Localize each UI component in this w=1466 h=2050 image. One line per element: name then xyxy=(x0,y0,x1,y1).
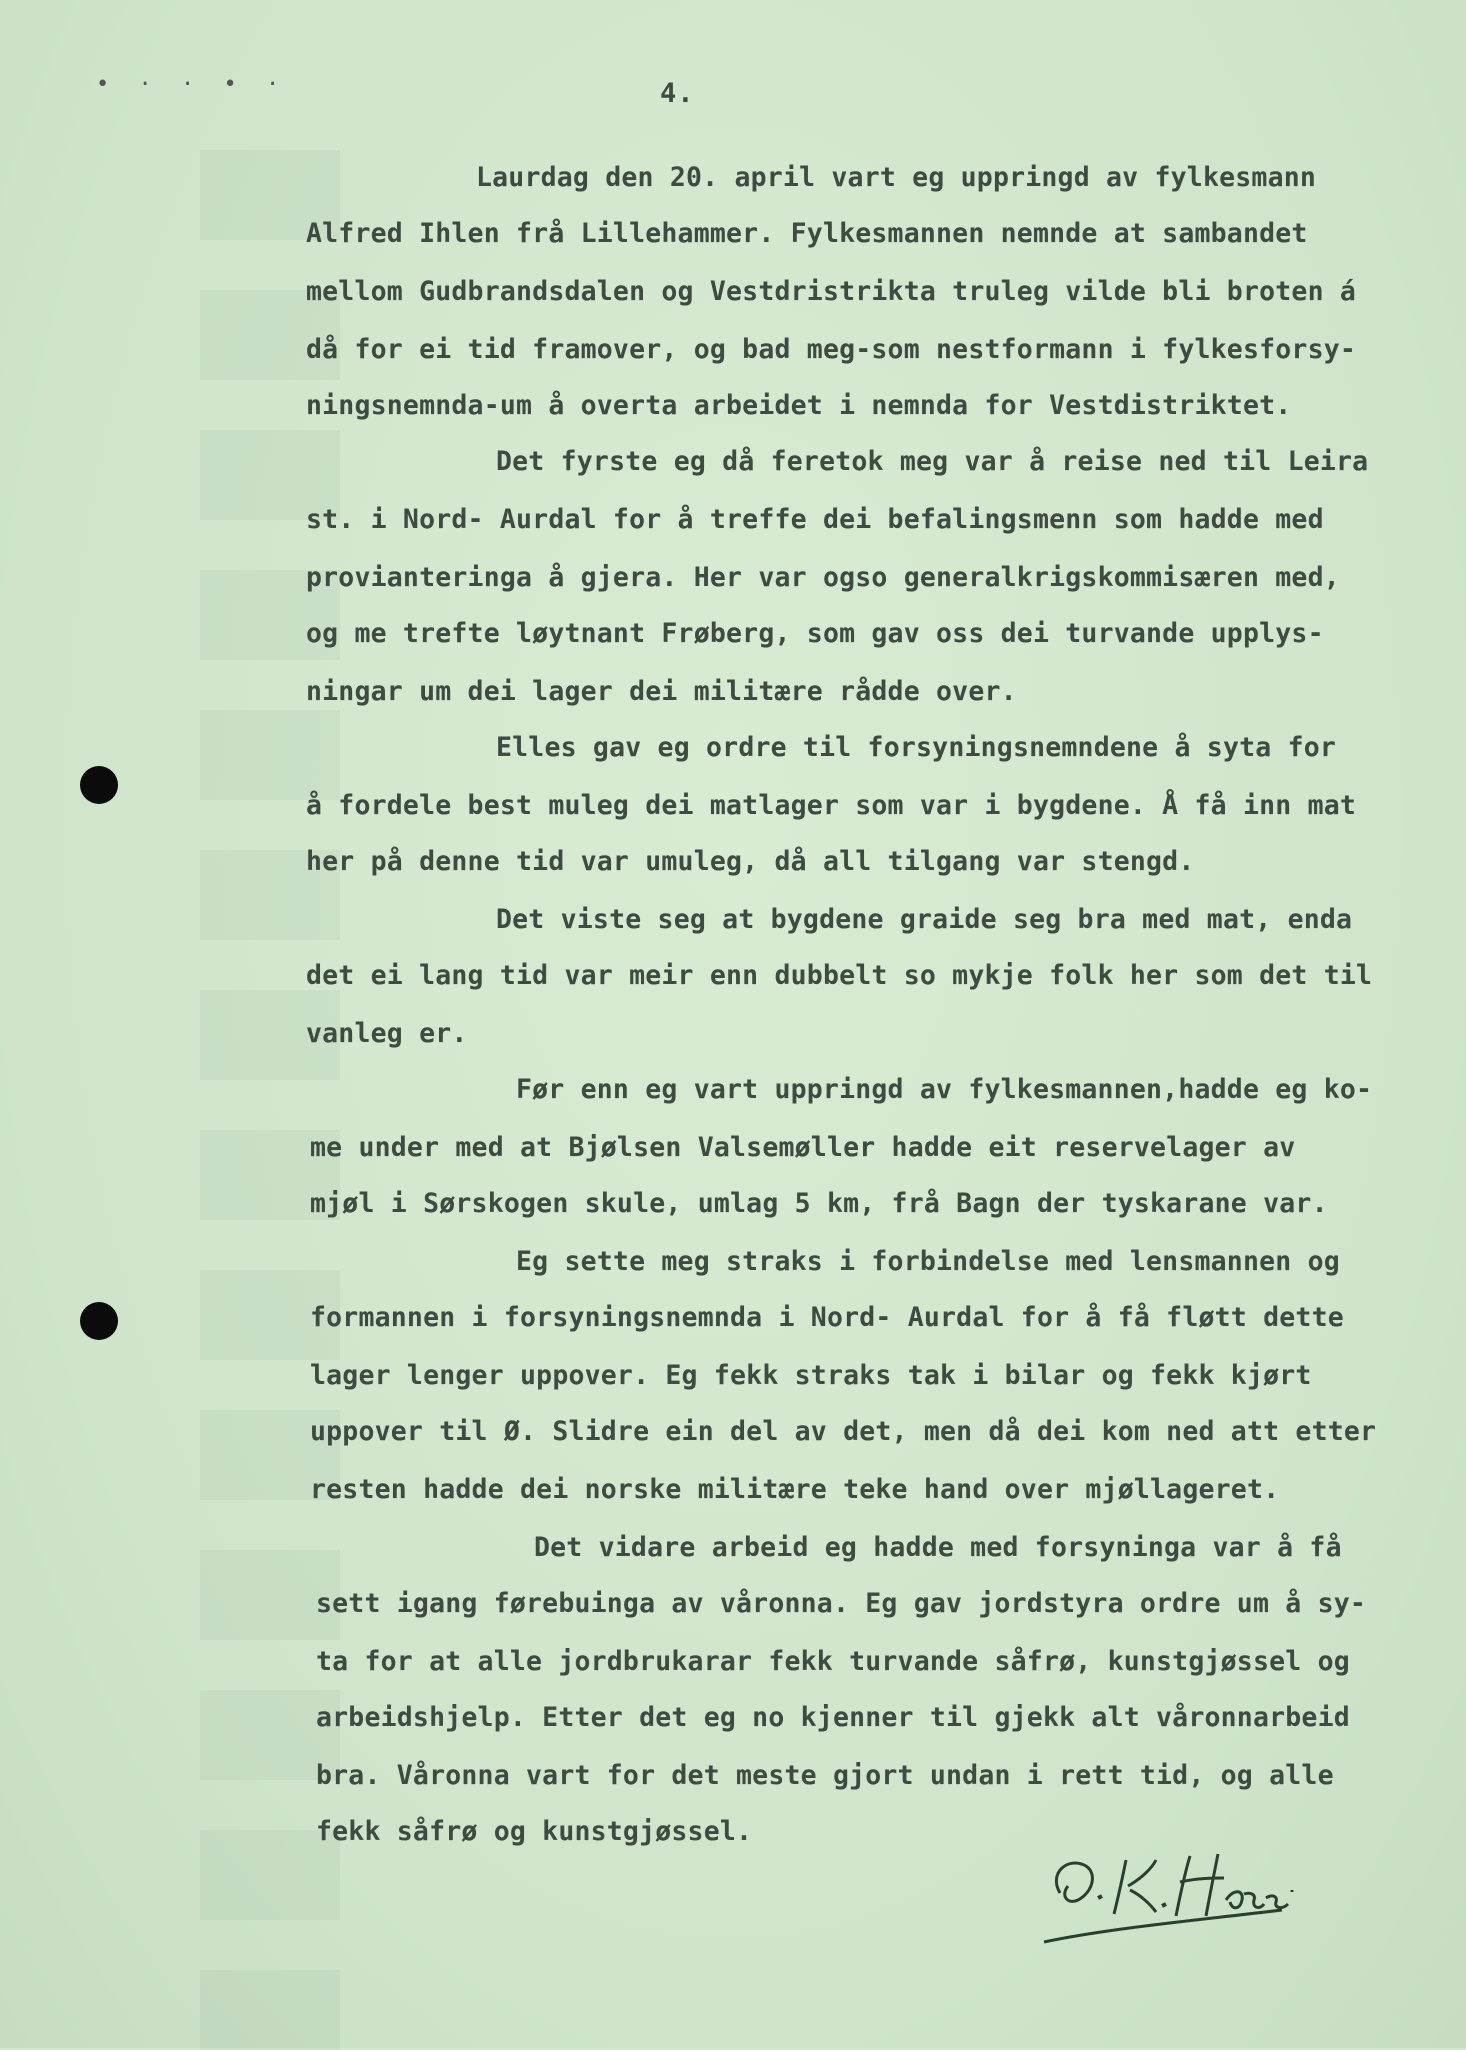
text-line: Alfred Ihlen frå Lillehammer. Fylkesmannen nemnde at sambandet xyxy=(306,218,1308,249)
text-line: provianteringa å gjera. Her var ogso generalkrigskommisæren med, xyxy=(306,562,1340,593)
text-line: lager lenger uppover. Eg fekk straks tak i bilar og fekk kjørt xyxy=(310,1360,1312,1391)
text-line: Eg sette meg straks i forbindelse med lensmannen og xyxy=(516,1246,1340,1277)
text-line: ta for at alle jordbrukarar fekk turvande såfrø, kunstgjøssel og xyxy=(316,1646,1350,1677)
text-line: mellom Gudbrandsdalen og Vestdristrikta truleg vilde bli broten á xyxy=(306,276,1357,307)
text-line: og me trefte løytnant Frøberg, som gav oss dei turvande upplys- xyxy=(306,618,1324,649)
text-line: sett igang førebuinga av våronna. Eg gav jordstyra ordre um å sy- xyxy=(316,1588,1367,1619)
text-line: Det fyrste eg då feretok meg var å reise ned til Leira xyxy=(496,446,1369,477)
text-line: Laurdag den 20. april vart eg uppringd av fylkesmann xyxy=(476,162,1317,193)
text-line: bra. Våronna vart for det meste gjort undan i rett tid, og alle xyxy=(316,1760,1334,1791)
text-line: det ei lang tid var meir enn dubbelt so mykje folk her som det til xyxy=(306,960,1373,991)
text-line: Elles gav eg ordre til forsyningsnemndene å syta for xyxy=(496,732,1337,763)
punch-hole-bottom xyxy=(80,1302,118,1340)
text-line: mjøl i Sørskogen skule, umlag 5 km, frå Bagn der tyskarane var. xyxy=(310,1188,1328,1219)
punch-hole-top xyxy=(80,766,118,804)
text-line: st. i Nord- Aurdal for å treffe dei befalingsmenn som hadde med xyxy=(306,504,1324,535)
text-line: Det vidare arbeid eg hadde med forsyninga var å få xyxy=(534,1532,1342,1563)
text-line: ningsnemnda-um å overta arbeidet i nemnda for Vestdistriktet. xyxy=(306,390,1292,421)
text-line: uppover til Ø. Slidre ein del av det, men då dei kom ned att etter xyxy=(310,1416,1377,1447)
text-line: då for ei tid framover, og bad meg-som nestformann i fylkesforsy- xyxy=(306,334,1357,365)
text-line: her på denne tid var umuleg, då all tilgang var stengd. xyxy=(306,846,1195,877)
page-number: 4. xyxy=(660,78,695,109)
text-line: vanleg er. xyxy=(306,1018,468,1049)
text-line: Det viste seg at bygdene graide seg bra med mat, enda xyxy=(496,904,1353,935)
text-line: fekk såfrø og kunstgjøssel. xyxy=(316,1816,753,1847)
corner-marks: • · · • · xyxy=(96,72,288,97)
signature xyxy=(1030,1838,1320,1958)
text-line: formannen i forsyningsnemnda i Nord- Aurdal for å få fløtt dette xyxy=(310,1302,1344,1333)
text-line: arbeidshjelp. Etter det eg no kjenner til gjekk alt våronnarbeid xyxy=(316,1702,1350,1733)
text-line: Før enn eg vart uppringd av fylkesmannen,hadde eg ko- xyxy=(516,1074,1373,1105)
text-line: ningar um dei lager dei militære rådde over. xyxy=(306,676,1017,707)
text-line: å fordele best muleg dei matlager som var i bygdene. Å få inn mat xyxy=(306,790,1357,821)
text-line: me under med at Bjølsen Valsemøller hadde eit reservelager av xyxy=(310,1132,1296,1163)
text-line: resten hadde dei norske militære teke hand over mjøllageret. xyxy=(310,1474,1280,1505)
